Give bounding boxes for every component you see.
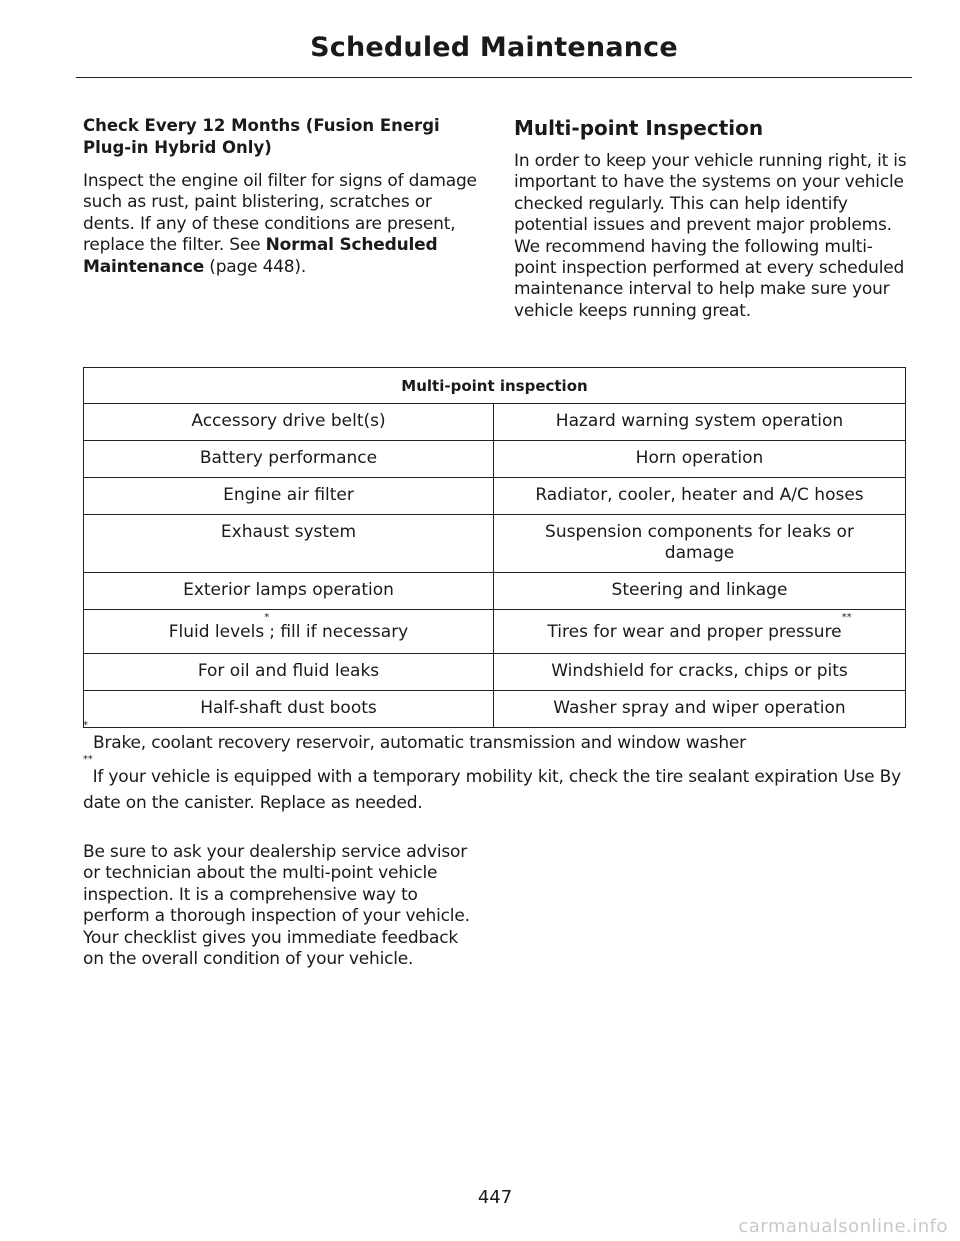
table-title: Multi-point inspection	[84, 368, 906, 404]
page-reference: (page 448).	[209, 256, 307, 277]
multipoint-heading: Multi-point Inspection	[514, 116, 764, 140]
footnote-mark: *	[83, 720, 88, 731]
table-cell: Engine air filter	[84, 478, 494, 515]
table-cell: Radiator, cooler, heater and A/C hoses	[494, 478, 906, 515]
closing-paragraph: Be sure to ask your dealership service advisor or technician about the multi-point vehicle inspection. It is a comprehensive way to perform a thorough inspection of your vehicle. Your checklist gives you immediate feedback on the overall condition of your vehicle.	[83, 842, 470, 970]
oil-filter-text: Inspect the engine oil filter for signs of damage such as rust, paint blistering, scratches or dents. If any of these conditions are present, replace the filter. See	[83, 171, 477, 256]
page-header	[76, 30, 912, 78]
table-cell: Half-shaft dust boots	[84, 691, 494, 728]
oil-filter-heading: Check Every 12 Months (Fusion Energi Plug-in Hybrid Only)	[83, 116, 440, 157]
table-cell: Steering and linkage	[494, 573, 906, 610]
table-row	[84, 610, 906, 654]
page-number: 447	[477, 1187, 513, 1208]
oil-filter-paragraph	[83, 171, 478, 278]
table-cell	[494, 610, 906, 654]
table-row	[84, 691, 906, 728]
table-cell: Exterior lamps operation	[84, 573, 494, 610]
table-cell: Battery performance	[84, 441, 494, 478]
watermark: carmanualsonline.info	[738, 1216, 948, 1237]
footnote-text: Brake, coolant recovery reservoir, automatic transmission and window washer	[87, 733, 746, 753]
footnote-double	[83, 754, 913, 816]
footnote-single	[83, 720, 913, 756]
left-column	[83, 115, 478, 278]
table-row	[84, 515, 906, 573]
page-title: Scheduled Maintenance	[310, 32, 678, 63]
table-row	[84, 441, 906, 478]
table-cell: Washer spray and wiper operation	[494, 691, 906, 728]
table-row	[84, 654, 906, 691]
table-cell	[84, 610, 494, 654]
fluid-levels-suffix: ; fill if necessary	[269, 622, 409, 642]
table-cell: Windshield for cracks, chips or pits	[494, 654, 906, 691]
double-footnote-mark: **	[841, 612, 852, 623]
table-cell: Hazard warning system operation	[494, 404, 906, 441]
tires-label: Tires for wear and proper pressure	[547, 622, 842, 642]
table-header-row	[84, 368, 906, 404]
fluid-levels-label: Fluid levels	[168, 622, 265, 642]
table-cell: Horn operation	[494, 441, 906, 478]
table-row	[84, 404, 906, 441]
table-cell: Exhaust system	[84, 515, 494, 573]
table-row	[84, 478, 906, 515]
table-cell: For oil and fluid leaks	[84, 654, 494, 691]
single-footnote-mark: *	[264, 612, 270, 623]
right-column	[514, 115, 912, 322]
footnote-mark: **	[83, 754, 93, 765]
multipoint-paragraph: In order to keep your vehicle running right, it is important to have the systems on your vehicle checked regularly. This can help identify potential issues and prevent major problems. We recommend having the following multi-point inspection performed at every scheduled maintenance interval to help make sure your vehicle keeps running great.	[514, 151, 907, 321]
inspection-table	[83, 367, 906, 728]
table-cell: Suspension components for leaks or damage	[494, 515, 906, 573]
table-row	[84, 573, 906, 610]
normal-maintenance-link[interactable]: Normal Scheduled Maintenance	[83, 235, 438, 277]
footnote-text: If your vehicle is equipped with a temporary mobility kit, check the tire sealant expiration Use By date on the canister. Replace as needed.	[83, 767, 901, 813]
table-cell: Accessory drive belt(s)	[84, 404, 494, 441]
